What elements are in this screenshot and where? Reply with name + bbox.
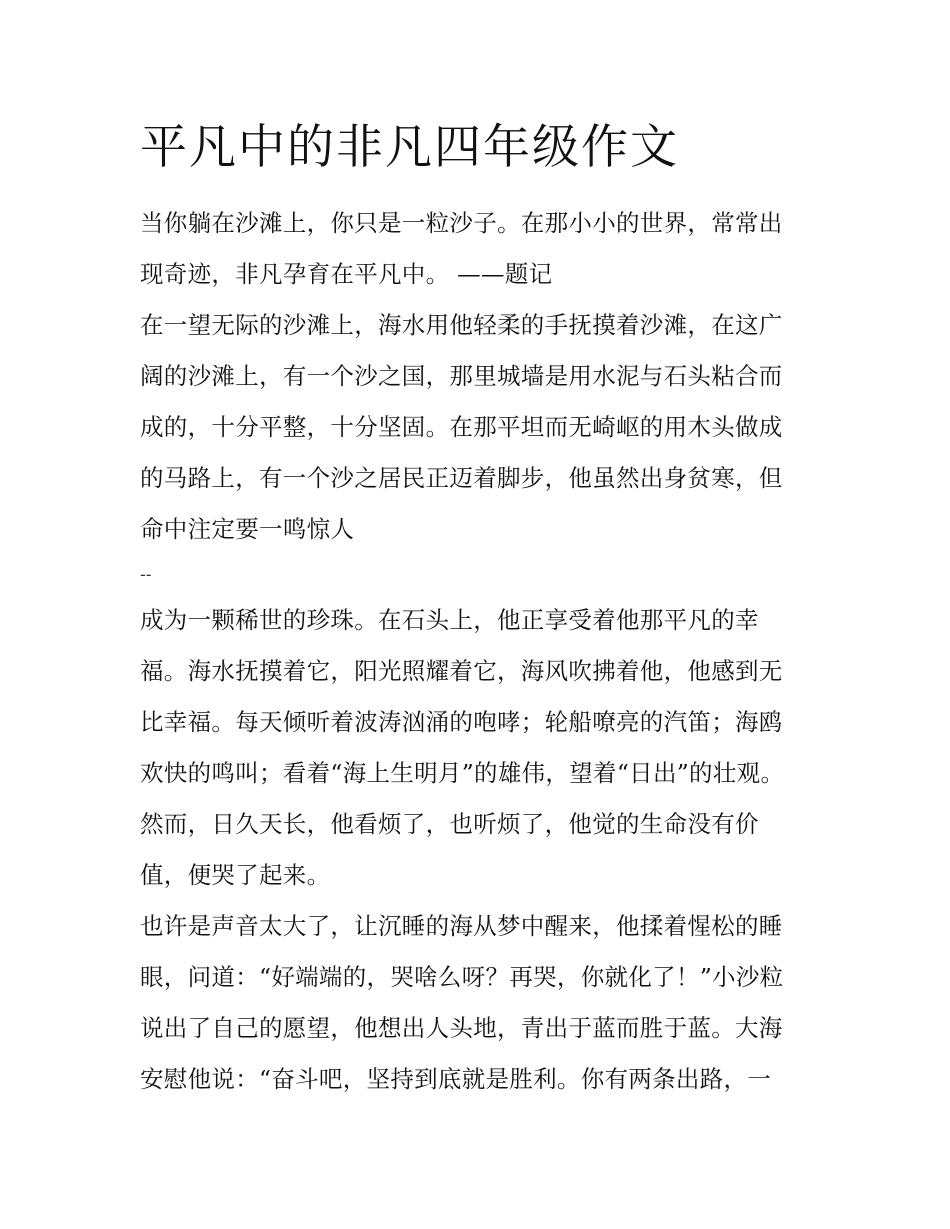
page-break-separator: --	[140, 565, 152, 584]
text-line: 在一望无际的沙滩上，海水用他轻柔的手抚摸着沙滩，在这广	[140, 311, 783, 339]
text-line: 安慰他说：“奋斗吧，坚持到底就是胜利。你有两条出路，一	[140, 1065, 772, 1093]
text-line: 眼，问道：“好端端的，哭啥么呀？再哭，你就化了！”小沙粒	[140, 963, 784, 991]
document-body	[140, 198, 820, 1105]
text-line: 欢快的鸣叫；看着“海上生明月”的雄伟，望着“日出”的壮观。	[140, 759, 785, 787]
paragraph-intro	[140, 198, 820, 300]
text-line: 命中注定要一鸣惊人	[140, 515, 355, 543]
text-line: 成的，十分平整，十分坚固。在那平坦而无崎岖的用木头做成	[140, 413, 783, 441]
text-line: 比幸福。每天倾听着波涛汹涌的咆哮；轮船嘹亮的汽笛；海鸥	[140, 708, 783, 736]
paragraph-sand-kingdom	[140, 300, 820, 555]
text-line: 也许是声音太大了，让沉睡的海从梦中醒来，他揉着惺松的睡	[140, 912, 783, 940]
text-line: 现奇迹，非凡孕育在平凡中。 ——题记	[140, 260, 553, 288]
text-line: 值，便哭了起来。	[140, 861, 331, 889]
text-line: 成为一颗稀世的珍珠。在石头上，他正享受着他那平凡的幸	[140, 606, 759, 634]
text-line: 当你躺在沙滩上，你只是一粒沙子。在那小小的世界，常常出	[140, 209, 783, 237]
paragraph-pearl	[140, 595, 820, 901]
document-title: 平凡中的非凡四年级作文	[140, 120, 679, 175]
text-line: 然而，日久天长，他看烦了，也听烦了，他觉的生命没有价	[140, 810, 759, 838]
paragraph-sea-speaks	[140, 901, 820, 1105]
text-line: 阔的沙滩上，有一个沙之国，那里城墙是用水泥与石头粘合而	[140, 362, 783, 390]
text-line: 说出了自己的愿望，他想出人头地，青出于蓝而胜于蓝。大海	[140, 1014, 783, 1042]
text-line: 的马路上，有一个沙之居民正迈着脚步，他虽然出身贫寒，但	[140, 464, 783, 492]
text-line: 福。海水抚摸着它，阳光照耀着它，海风吹拂着他，他感到无	[140, 657, 783, 685]
